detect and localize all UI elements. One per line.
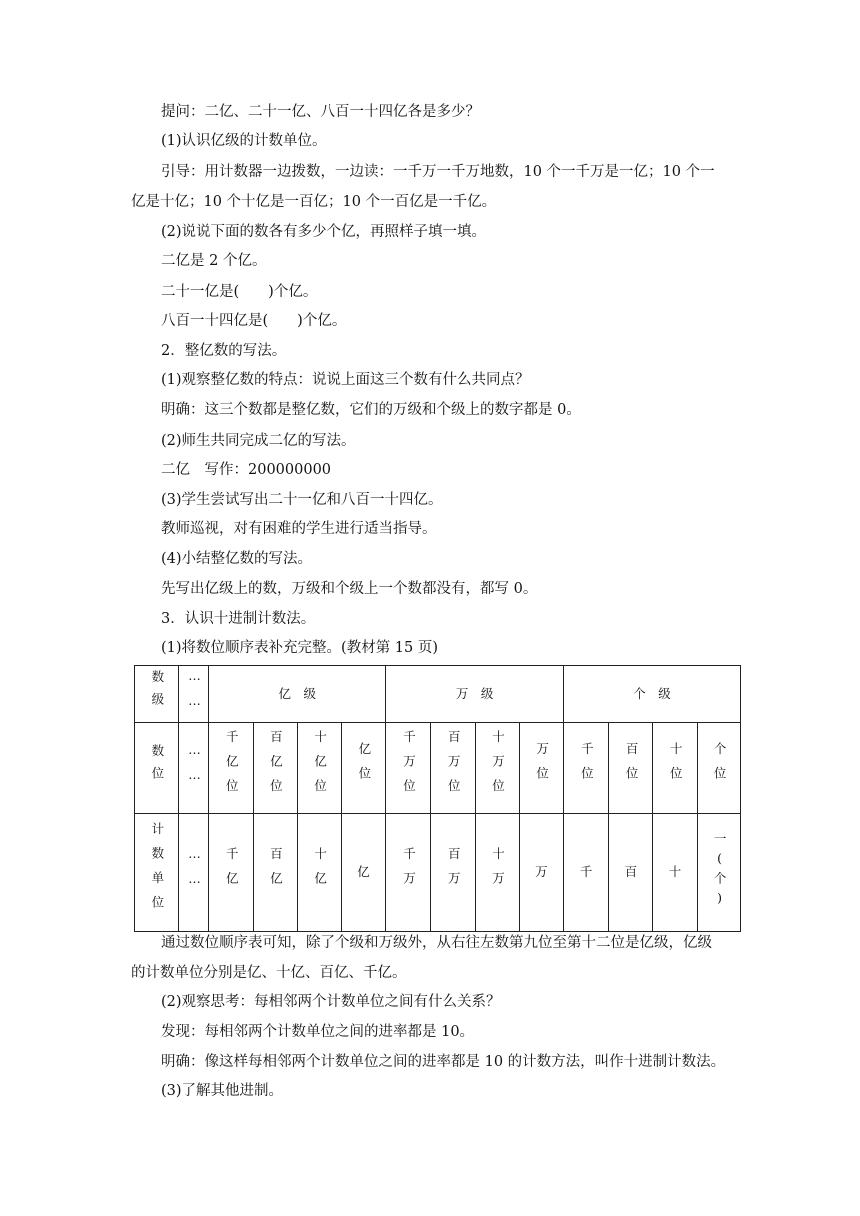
summary-heading: (4)小结整亿数的写法。 — [161, 551, 313, 567]
row-label-level: 数级 — [149, 670, 165, 716]
step-2-heading: (2)说说下面的数各有多少个亿，再照样子填一填。 — [161, 224, 487, 240]
place-value-table — [134, 665, 741, 932]
table-cell-unit: 千亿 — [224, 846, 240, 896]
table-cell-place: 十位 — [668, 742, 684, 792]
table-cell-place: 亿位 — [356, 742, 372, 792]
write-example: 二亿 写作：200000000 — [161, 462, 332, 478]
ellipsis: …… — [187, 667, 203, 718]
table-cell-place: 千亿位 — [224, 730, 240, 804]
table-cell-unit: 百亿 — [268, 846, 284, 896]
level-ge: 个 级 — [633, 685, 671, 701]
table-cell-unit: 千万 — [401, 846, 417, 896]
conclusion-text-1: 通过数位顺序表可知，除了个级和万级外，从右往左数第九位至第十二位是亿级，亿级 — [161, 935, 712, 951]
fill-blank-1: 二十一亿是( )个亿。 — [161, 284, 318, 300]
student-try-text: (3)学生尝试写出二十一亿和八百一十四亿。 — [161, 492, 443, 508]
table-instruction: (1)将数位顺序表补充完整。(教材第 15 页) — [161, 640, 439, 656]
fill-blank-2: 八百一十四亿是( )个亿。 — [161, 313, 347, 329]
clarify-text-2: 明确：像这样每相邻两个计数单位之间的进率都是 10 的计数方法，叫作十进制计数法。 — [161, 1054, 726, 1070]
row-label-place: 数位 — [149, 744, 165, 790]
table-cell-unit: 一(个) — [712, 831, 728, 911]
ellipsis: …… — [187, 741, 203, 792]
table-cell-place: 千位 — [579, 742, 595, 792]
table-cell-place: 个位 — [712, 742, 728, 792]
table-cell-place: 千万位 — [401, 730, 417, 804]
clarify-text-1: 明确：这三个数都是整亿数，它们的万级和个级上的数字都是 0。 — [161, 402, 581, 418]
observe-text: (1)观察整亿数的特点：说说上面这三个数有什么共同点？ — [161, 372, 530, 388]
table-cell-place: 百位 — [624, 742, 640, 792]
guide-text-1: 引导：用计数器一边拨数，一边读：一千万一千万地数，10 个一千万是一亿；10 个一 — [161, 164, 715, 180]
table-cell-unit: 十万 — [490, 846, 506, 896]
table-cell-place: 十亿位 — [312, 730, 328, 804]
section-2-heading: 2．整亿数的写法。 — [161, 343, 287, 359]
guide-text-2: 亿是十亿；10 个十亿是一百亿；10 个一百亿是一千亿。 — [131, 194, 497, 210]
table-cell-unit: 万 — [535, 864, 548, 880]
table-cell-place: 万位 — [534, 742, 550, 792]
table-cell-unit: 十亿 — [312, 846, 328, 896]
table-row-level — [135, 666, 741, 723]
write-method-text: (2)师生共同完成二亿的写法。 — [161, 433, 356, 449]
example-text: 二亿是 2 个亿。 — [161, 253, 267, 269]
summary-text: 先写出亿级上的数，万级和个级上一个数都没有，都写 0。 — [161, 581, 538, 597]
row-label-unit: 计数单位 — [149, 822, 165, 921]
table-cell-unit: 百万 — [446, 846, 462, 896]
level-yi: 亿 级 — [278, 685, 317, 701]
discover-text: 发现：每相邻两个计数单位之间的进率都是 10。 — [161, 1024, 475, 1040]
section-3-heading: 3．认识十进制计数法。 — [161, 611, 316, 627]
table-cell-unit: 百 — [624, 864, 638, 880]
other-systems-heading: (3)了解其他进制。 — [161, 1083, 284, 1099]
question-text: 提问：二亿、二十一亿、八百一十四亿各是多少？ — [161, 104, 480, 120]
table-cell-place: 十万位 — [490, 730, 506, 804]
table-cell-place: 百万位 — [446, 730, 462, 804]
table-row-unit — [135, 814, 741, 932]
table-cell-place: 百亿位 — [268, 730, 284, 804]
table-cell-unit: 千 — [579, 864, 593, 880]
conclusion-text-2: 的计数单位分别是亿、十亿、百亿、千亿。 — [131, 965, 407, 981]
table-cell-unit: 十 — [668, 864, 682, 880]
ellipsis: …… — [187, 846, 203, 897]
level-wan: 万 级 — [455, 685, 494, 701]
think-heading: (2)观察思考：每相邻两个计数单位之间有什么关系？ — [161, 994, 501, 1010]
step-1-heading: (1)认识亿级的计数单位。 — [161, 133, 327, 149]
teacher-text: 教师巡视，对有困难的学生进行适当指导。 — [161, 521, 437, 537]
table-row-place — [135, 723, 741, 814]
table-cell-unit: 亿 — [357, 864, 370, 880]
